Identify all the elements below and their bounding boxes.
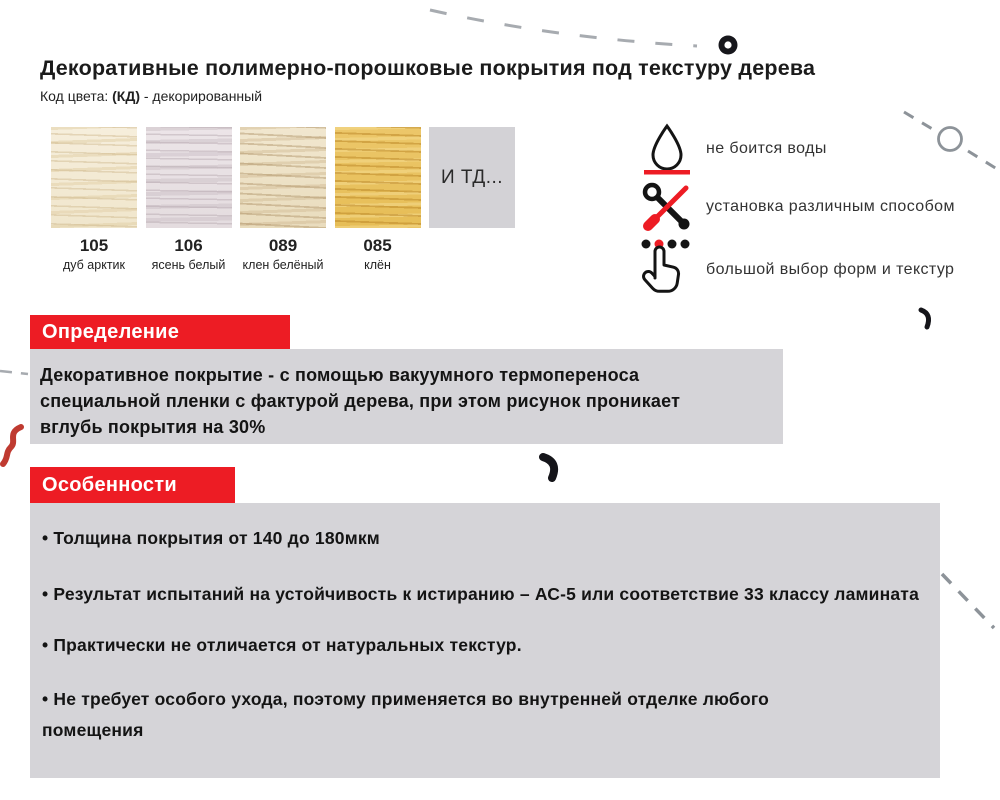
feature-bullet: • Практически не отличается от натуральных текстур. (42, 630, 920, 662)
tools-icon (638, 181, 696, 233)
feature-label: не боится воды (706, 139, 827, 157)
features-heading: Особенности (30, 467, 235, 503)
etc-label: И ТД... (429, 127, 515, 228)
swatch-085 (335, 127, 421, 272)
comma-decoration-mid (538, 452, 566, 484)
swatch-name: клен белёный (242, 258, 324, 272)
definition-heading: Определение (30, 315, 290, 349)
wood-texture-sample (240, 127, 326, 228)
feature-water (638, 122, 968, 176)
color-code-prefix: Код цвета: (40, 88, 113, 104)
red-squiggle-decoration (0, 424, 26, 468)
swatch-name: клён (364, 258, 391, 272)
feature-bullet: • Не требует особого ухода, поэтому применяется во внутренней отделке любого помещения (42, 684, 772, 747)
swatch-name: дуб арктик (62, 258, 125, 272)
wood-texture-sample (146, 127, 232, 228)
swatch-code: 089 (268, 236, 298, 255)
swatch-code: 085 (363, 236, 392, 255)
swatch-etc (429, 127, 515, 272)
right-dash-decoration (938, 568, 1000, 634)
water-drop-icon (638, 122, 696, 176)
page-title: Декоративные полимерно-порошковые покрытия под текстуру дерева (40, 56, 816, 80)
feature-list (638, 122, 968, 302)
feature-install (638, 181, 968, 233)
feature-bullet: • Результат испытаний на устойчивость к истиранию – АС-5 или соответствие 33 классу ламината (42, 579, 920, 611)
definition-text: Декоративное покрытие - с помощью вакуумного термопереноса специальной пленки с фактурой дерева, при этом рисунок проникает вглубь покрытия на 30% (40, 365, 681, 438)
features-panel (30, 503, 940, 778)
swatch-row (51, 127, 515, 272)
tap-hand-icon (638, 238, 696, 302)
definition-panel (30, 349, 783, 444)
comma-decoration-small (917, 306, 937, 332)
wood-texture-sample (335, 127, 421, 228)
swatch-089 (240, 127, 326, 272)
left-dash-decoration (0, 363, 30, 379)
feature-choice (638, 238, 968, 302)
feature-bullet: • Толщина покрытия от 140 до 180мкм (42, 523, 920, 555)
feature-label: большой выбор форм и текстур (706, 260, 955, 278)
color-code-suffix: - декорированный (139, 88, 263, 104)
swatch-name: ясень белый (151, 258, 226, 272)
swatch-105 (51, 127, 137, 272)
color-code-note (40, 88, 262, 104)
dashed-curve-decoration (425, 2, 715, 54)
feature-label: установка различным способом (706, 197, 955, 215)
swatch-code: 105 (79, 236, 109, 255)
color-code-value: (КД) (112, 88, 140, 104)
swatch-106 (146, 127, 232, 272)
swatch-code: 106 (174, 236, 203, 255)
wood-texture-sample (51, 127, 137, 228)
